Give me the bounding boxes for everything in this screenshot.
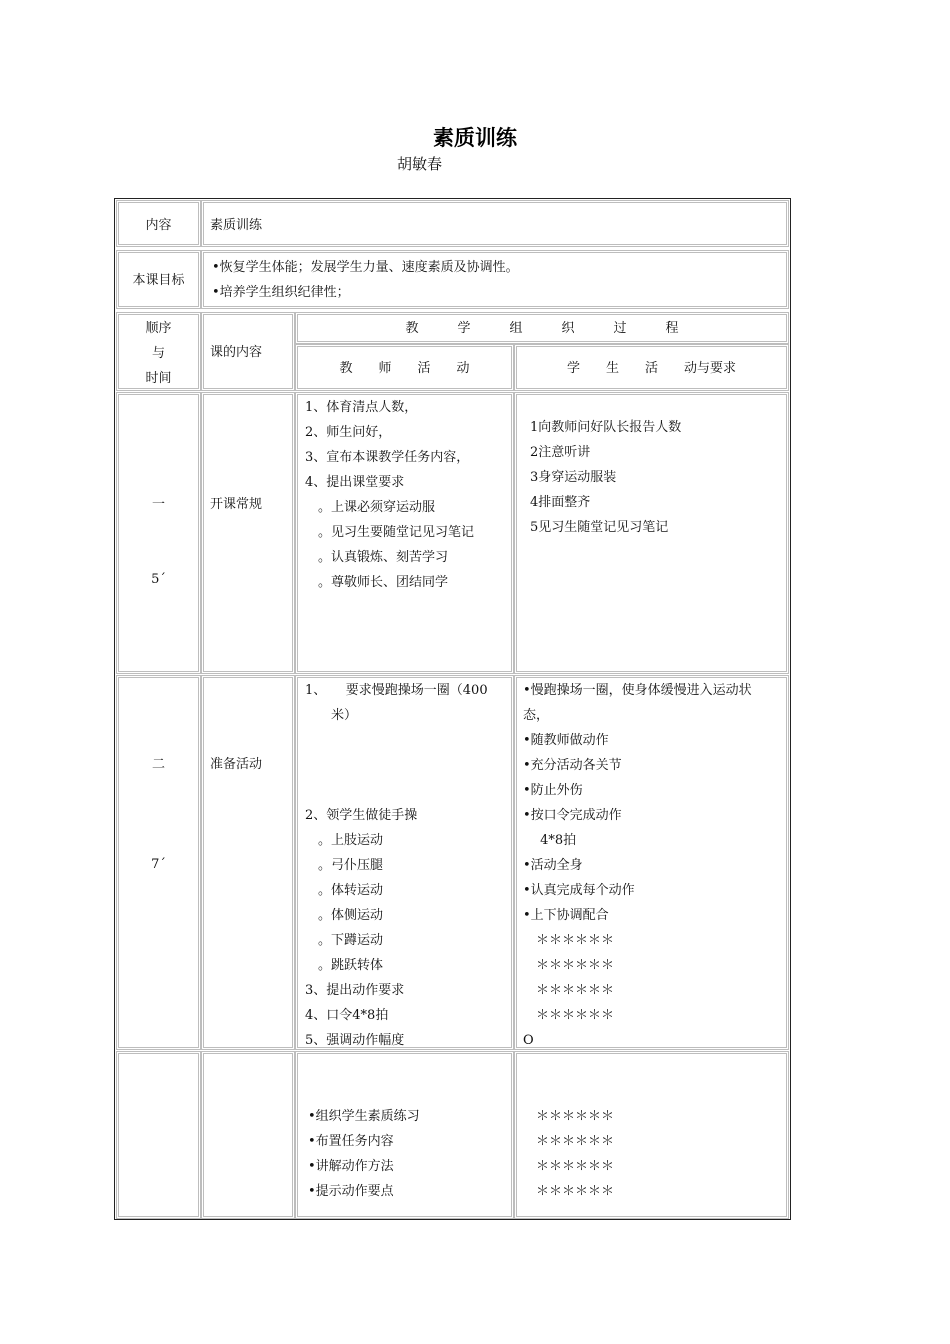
teacher-step: 。弓仆压腿	[305, 858, 384, 873]
teacher-step: 5、强调动作幅度	[305, 1033, 405, 1048]
content-value: 素质训练	[210, 218, 263, 233]
header-teacher: 教 师 活 动	[339, 361, 470, 376]
teacher-step: 米）	[305, 708, 358, 723]
teacher-step: •组织学生素质练习	[308, 1109, 420, 1124]
section-1-student-list	[530, 415, 681, 540]
section-3-order-cell	[116, 1051, 201, 1219]
section-1-teacher-cell	[295, 392, 514, 674]
teacher-step: 4、口令4*8拍	[305, 1008, 389, 1023]
header-cell-teacher	[295, 344, 514, 391]
teacher-step: 。上肢运动	[305, 833, 384, 848]
student-step: •随教师做动作	[523, 733, 609, 748]
teacher-step: •讲解动作方法	[308, 1159, 394, 1174]
goal-item-1: •恢复学生体能；发展学生力量、速度素质及协调性。	[212, 260, 519, 275]
student-step: •防止外伤	[523, 783, 583, 798]
section-1-student-cell	[514, 392, 789, 674]
lesson-table	[114, 198, 791, 1220]
header-cell-student	[514, 344, 789, 391]
section-2-teacher-cell	[295, 675, 514, 1050]
teacher-step: 3、宣布本课教学任务内容，	[305, 450, 470, 465]
teacher-step: 。跳跃转体	[305, 958, 384, 973]
value-cell-content	[201, 200, 789, 247]
teacher-step: 3、提出动作要求	[305, 983, 405, 998]
teacher-step	[305, 778, 488, 803]
teacher-step: 。下蹲运动	[305, 933, 384, 948]
formation-row: ＊＊＊＊＊＊	[523, 1008, 615, 1023]
section-1-time: 5´	[151, 572, 166, 587]
section-2-content: 准备活动	[210, 757, 263, 772]
student-step: 2注意听讲	[530, 445, 591, 460]
student-step: •上下协调配合	[523, 908, 609, 923]
teacher-step: 。尊敬师长、团结同学	[305, 575, 449, 590]
header-cell-lesson-content	[201, 312, 295, 391]
formation-row: ＊＊＊＊＊＊	[523, 983, 615, 998]
section-2-content-cell	[201, 675, 295, 1050]
student-step: •按口令完成动作	[523, 808, 622, 823]
teacher-step: 。体侧运动	[305, 908, 384, 923]
section-2-order: 二	[151, 757, 165, 772]
section-1-content: 开课常规	[210, 497, 263, 512]
section-1-teacher-list	[305, 395, 474, 595]
author-name: 胡敏春	[397, 155, 443, 173]
teacher-step: 1、 要求慢跑操场一圈（400	[305, 683, 488, 698]
teacher-step: 。认真锻炼、刻苦学习	[305, 550, 449, 565]
student-step: 1向教师问好队长报告人数	[530, 420, 682, 435]
goal-label: 本课目标	[132, 273, 185, 288]
value-cell-goal	[201, 250, 789, 309]
label-cell-goal	[116, 250, 201, 309]
formation-row: ＊＊＊＊＊＊	[523, 933, 615, 948]
content-label: 内容	[145, 218, 172, 233]
teacher-step: 。体转运动	[305, 883, 384, 898]
section-1-order-cell	[116, 392, 201, 674]
student-step: 态，	[523, 708, 550, 723]
teacher-step: 。见习生要随堂记见习笔记	[305, 525, 475, 540]
formation-row: ＊＊＊＊＊＊	[523, 1134, 615, 1149]
student-step: 3身穿运动服装	[530, 470, 617, 485]
section-3-teacher-list	[308, 1104, 420, 1204]
student-step: •充分活动各关节	[523, 758, 622, 773]
teacher-step: 1、体育清点人数，	[305, 400, 418, 415]
section-2-student-list	[523, 678, 752, 1053]
student-step: •认真完成每个动作	[523, 883, 635, 898]
student-step: •慢跑操场一圈，使身体缓慢进入运动状	[523, 683, 752, 698]
student-step: 4*8拍	[523, 833, 577, 848]
section-3-teacher-cell	[295, 1051, 514, 1219]
formation-row: ＊＊＊＊＊＊	[523, 1109, 615, 1124]
student-step: •活动全身	[523, 858, 583, 873]
formation-row: ＊＊＊＊＊＊	[523, 1159, 615, 1174]
header-student: 学 生 活 动与要求	[566, 361, 736, 376]
goal-item-2: •培养学生组织纪律性；	[212, 285, 350, 300]
teacher-step: •提示动作要点	[308, 1184, 394, 1199]
header-order-line2: 与	[151, 346, 165, 361]
section-3-student-list	[523, 1104, 614, 1204]
header-lesson-content: 课的内容	[210, 345, 263, 360]
header-cell-process	[295, 312, 789, 344]
formation-row: ＊＊＊＊＊＊	[523, 1184, 615, 1199]
teacher-step: •布置任务内容	[308, 1134, 394, 1149]
section-2-order-cell	[116, 675, 201, 1050]
student-step: 4排面整齐	[530, 495, 591, 510]
header-order-line1: 顺序	[145, 321, 172, 336]
section-3-content-cell	[201, 1051, 295, 1219]
formation-row: ＊＊＊＊＊＊	[523, 958, 615, 973]
section-2-student-cell	[514, 675, 789, 1050]
teacher-step: 4、提出课堂要求	[305, 475, 405, 490]
label-cell-content	[116, 200, 201, 247]
section-2-time: 7´	[151, 857, 166, 872]
section-3-student-cell	[514, 1051, 789, 1219]
teacher-step	[305, 753, 488, 778]
document-title: 素质训练	[433, 126, 517, 150]
teacher-step	[305, 728, 488, 753]
section-2-teacher-list	[305, 678, 488, 1053]
header-order-line3: 时间	[145, 371, 172, 386]
teacher-step: 2、领学生做徒手操	[305, 808, 418, 823]
header-process: 教 学 组 织 过 程	[405, 321, 679, 336]
student-step: 5见习生随堂记见习笔记	[530, 520, 669, 535]
teacher-step: 。上课必须穿运动服	[305, 500, 436, 515]
header-cell-order	[116, 312, 201, 391]
section-1-content-cell	[201, 392, 295, 674]
teacher-position-marker: O	[523, 1033, 534, 1048]
section-1-order: 一	[151, 497, 165, 512]
teacher-step: 2、师生问好，	[305, 425, 392, 440]
